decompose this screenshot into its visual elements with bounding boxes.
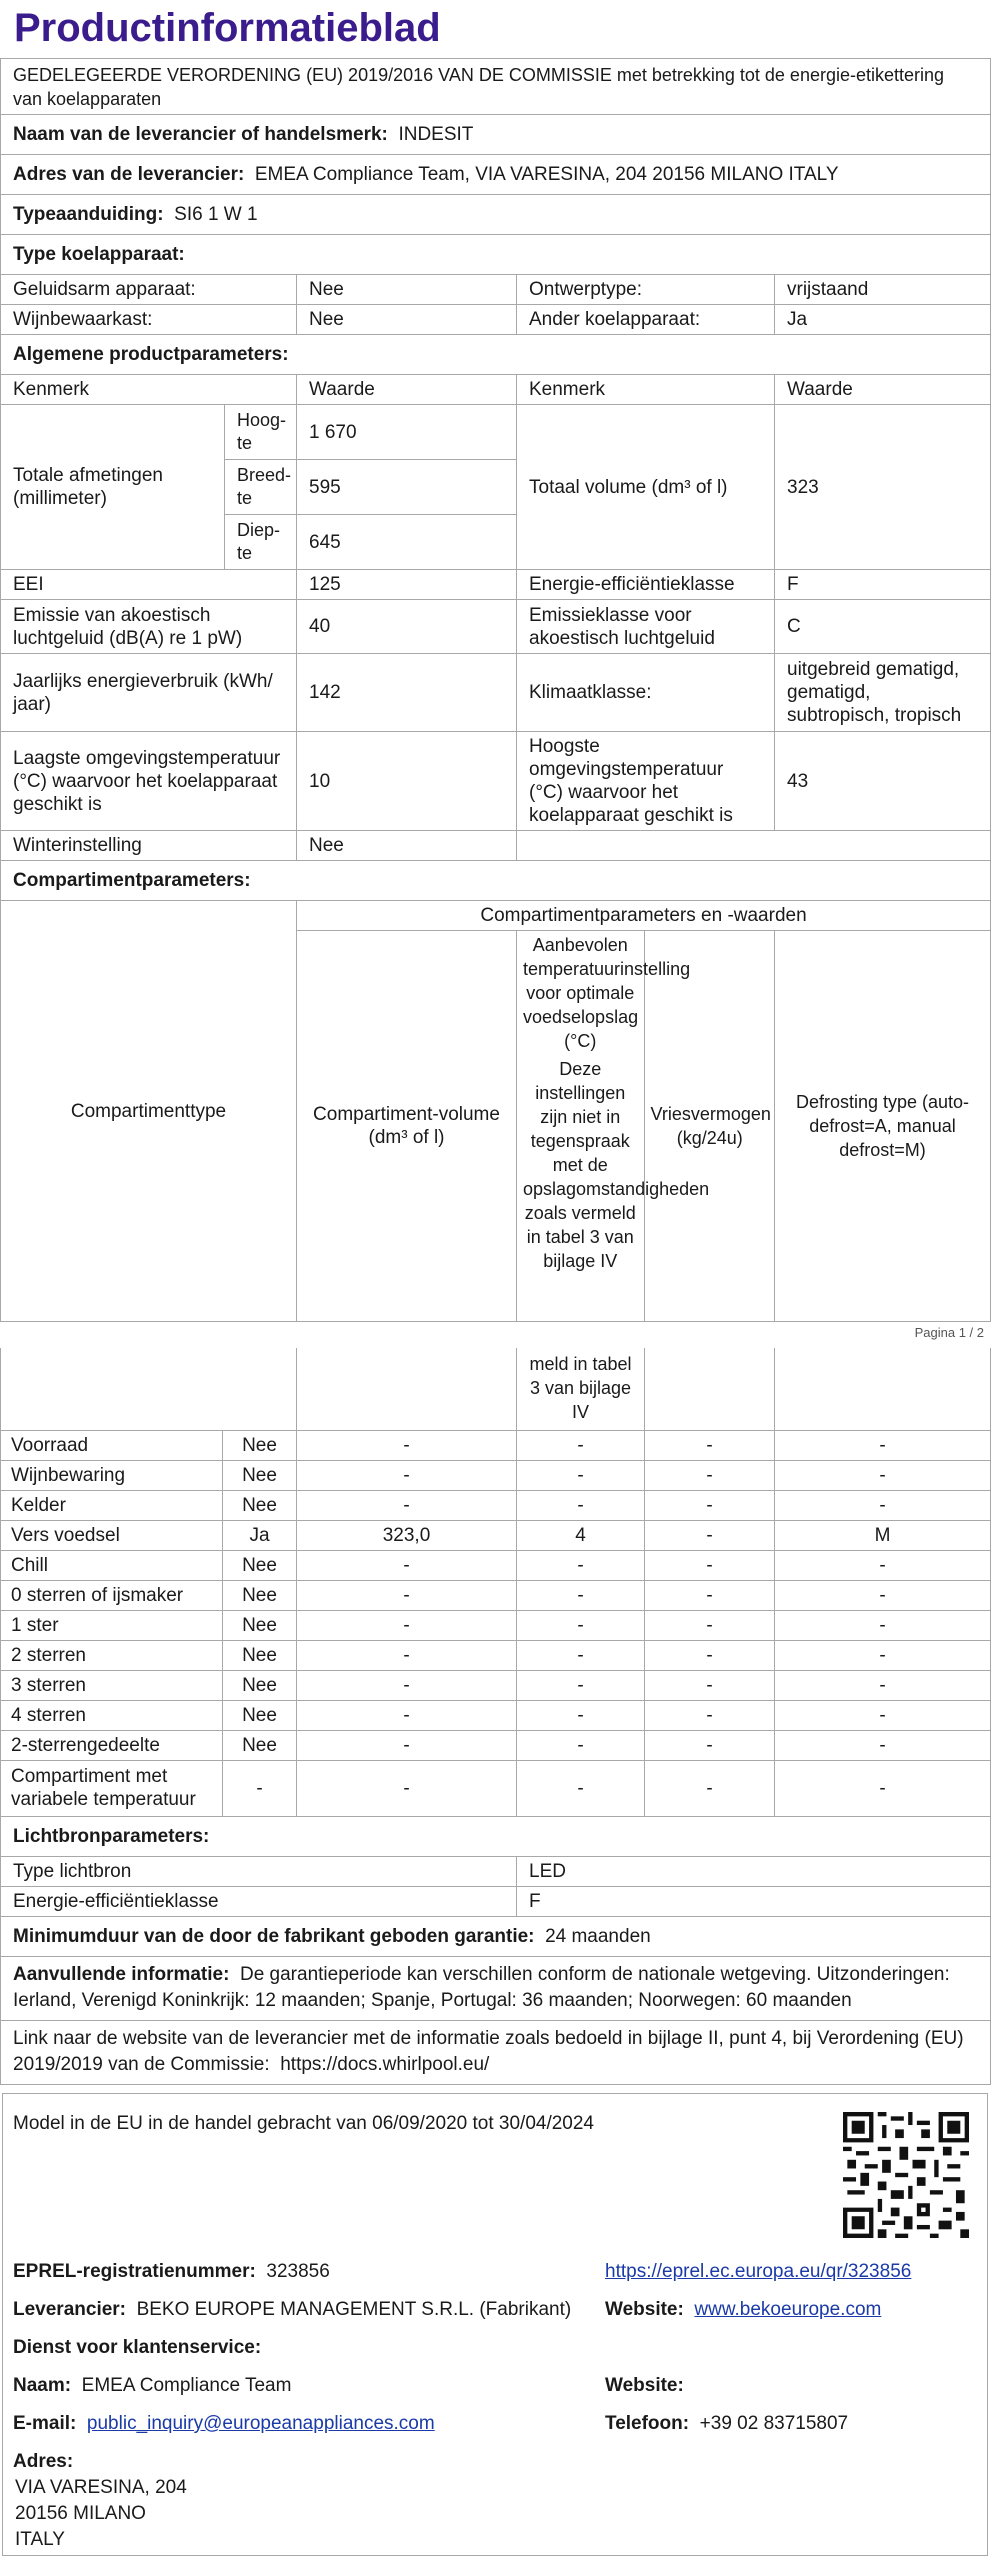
phone-label: Telefoon: xyxy=(605,2413,690,2434)
address-line-1: VIA VARESINA, 204 xyxy=(15,2477,187,2498)
light-type-label: Type lichtbron xyxy=(1,1856,517,1886)
col-waarde-2: Waarde xyxy=(775,375,991,405)
compartment-present: - xyxy=(223,1760,297,1816)
compartment-volume: - xyxy=(297,1640,517,1670)
compartment-row xyxy=(1,1670,991,1700)
website-label: Website: xyxy=(605,2299,684,2320)
compartment-volume-header: Compartiment-volume (dm³ of l) xyxy=(297,931,517,1322)
supplier2-label: Leverancier: xyxy=(13,2299,127,2320)
compartment-defrost: - xyxy=(775,1610,991,1640)
registration-box xyxy=(2,2093,988,2556)
compartment-name: Kelder xyxy=(1,1490,223,1520)
compartment-present: Nee xyxy=(223,1730,297,1760)
compartment-present: Ja xyxy=(223,1520,297,1550)
noise-class-label: Emissieklasse voor akoestisch luchtgeluid xyxy=(517,600,775,654)
address-label: Adres: xyxy=(13,2451,74,2472)
other-appliance-label: Ander koelapparaat: xyxy=(517,305,775,335)
compartment-row xyxy=(1,1580,991,1610)
supplier2-value: BEKO EUROPE MANAGEMENT S.R.L. (Fabrikant) xyxy=(136,2299,572,2320)
general-heading: Algemene productparameters: xyxy=(1,335,991,375)
warranty-label: Minimumduur van de door de fabrikant geboden garantie: xyxy=(13,1925,535,1947)
noise-value: 40 xyxy=(297,600,517,654)
compartment-defrost: - xyxy=(775,1490,991,1520)
compartment-defrost: - xyxy=(775,1430,991,1460)
light-class-value: F xyxy=(517,1886,991,1916)
compartment-volume: - xyxy=(297,1550,517,1580)
compartment-temp: - xyxy=(517,1580,645,1610)
compartment-temp: - xyxy=(517,1430,645,1460)
supplier-name-value: INDESIT xyxy=(398,124,474,145)
compartment-present: Nee xyxy=(223,1670,297,1700)
other-appliance-value: Ja xyxy=(775,305,991,335)
compartment-freeze: - xyxy=(645,1700,775,1730)
compartment-temp: 4 xyxy=(517,1520,645,1550)
supplier-address-value: EMEA Compliance Team, VIA VARESINA, 204 20156 MILANO ITALY xyxy=(254,164,839,185)
temp-note-continued: meld in tabel 3 van bijlage IV xyxy=(517,1348,645,1430)
link-info-text: Link naar de website van de leverancier met de informatie zoals bedoeld in bijlage II, punt 4, bij Verordening (EU) 2019/2019 van de Commissie: xyxy=(13,2028,964,2075)
climate-class-value: uitgebreid gematigd, gematigd, subtropisch, tropisch xyxy=(775,654,991,732)
compartment-defrost: - xyxy=(775,1550,991,1580)
compartment-name: 1 ster xyxy=(1,1610,223,1640)
compartment-row xyxy=(1,1460,991,1490)
light-type-value: LED xyxy=(517,1856,991,1886)
wine-storage-value: Nee xyxy=(297,305,517,335)
compartment-name: Voorraad xyxy=(1,1430,223,1460)
compartment-name: Vers voedsel xyxy=(1,1520,223,1550)
compartment-defrost: - xyxy=(775,1460,991,1490)
compartments-heading: Compartimentparameters: xyxy=(1,861,991,901)
compartment-freeze: - xyxy=(645,1760,775,1816)
compartment-name: Compartiment met variabele temperatuur xyxy=(1,1760,223,1816)
eei-label: EEI xyxy=(1,570,297,600)
qr-code-icon xyxy=(843,2112,969,2238)
compartment-name: 2 sterren xyxy=(1,1640,223,1670)
compartment-defrost: - xyxy=(775,1640,991,1670)
eprel-link[interactable]: https://eprel.ec.europa.eu/qr/323856 xyxy=(605,2261,912,2282)
design-type-value: vrijstaand xyxy=(775,275,991,305)
compartment-row xyxy=(1,1430,991,1460)
compartment-present: Nee xyxy=(223,1700,297,1730)
compartment-freeze: - xyxy=(645,1520,775,1550)
compartment-row xyxy=(1,1520,991,1550)
freeze-header: Vriesvermogen (kg/24u) xyxy=(650,1104,771,1148)
compartment-defrost: - xyxy=(775,1760,991,1816)
compartment-freeze: - xyxy=(645,1550,775,1580)
model-value: SI6 1 W 1 xyxy=(174,204,258,225)
compartment-volume: - xyxy=(297,1760,517,1816)
compartment-present: Nee xyxy=(223,1490,297,1520)
extra-info-label: Aanvullende informatie: xyxy=(13,1964,230,1985)
compartment-freeze: - xyxy=(645,1580,775,1610)
compartment-volume: - xyxy=(297,1700,517,1730)
model-row xyxy=(1,195,991,235)
compartment-rows xyxy=(1,1430,991,1816)
compartment-name: Wijnbewaring xyxy=(1,1460,223,1490)
compartment-defrost: - xyxy=(775,1730,991,1760)
page-title: Productinformatieblad xyxy=(14,6,441,50)
depth-label: Diep-te xyxy=(225,515,297,570)
noise-label: Emissie van akoestisch luchtgeluid (dB(A) re 1 pW) xyxy=(1,600,297,654)
annual-energy-value: 142 xyxy=(297,654,517,732)
compartment-volume: - xyxy=(297,1460,517,1490)
dimensions-label: Totale afmetingen (millimeter) xyxy=(1,405,225,570)
product-info-table xyxy=(0,58,991,1322)
depth-value: 645 xyxy=(297,515,517,570)
col-kenmerk-2: Kenmerk xyxy=(517,375,775,405)
defrost-header: Defrosting type (auto-defrost=A, manual defrost=M) xyxy=(775,931,991,1322)
address-line-2: 20156 MILANO xyxy=(15,2503,146,2524)
contact-name-label: Naam: xyxy=(13,2375,72,2396)
light-class-label: Energie-efficiëntieklasse xyxy=(1,1886,517,1916)
compartment-row xyxy=(1,1610,991,1640)
compartment-defrost: M xyxy=(775,1520,991,1550)
eprel-value: 323856 xyxy=(266,2261,330,2282)
compartment-temp: - xyxy=(517,1460,645,1490)
low-noise-value: Nee xyxy=(297,275,517,305)
light-heading: Lichtbronparameters: xyxy=(1,1816,991,1856)
width-value: 595 xyxy=(297,460,517,515)
warranty-value: 24 maanden xyxy=(545,1925,651,1947)
compartment-name: 4 sterren xyxy=(1,1700,223,1730)
supplier-name-label: Naam van de leverancier of handelsmerk: xyxy=(13,124,388,145)
max-temp-value: 43 xyxy=(775,732,991,831)
phone-value: +39 02 83715807 xyxy=(699,2413,849,2434)
compartment-temp: - xyxy=(517,1640,645,1670)
compartment-row xyxy=(1,1490,991,1520)
temp-note: Deze instellingen zijn niet in tegenspraak met de opslagomstandigheden zoals vermeld in tabel 3 van bijlage IV xyxy=(523,1059,710,1271)
email-link[interactable]: public_inquiry@europeanappliances.com xyxy=(86,2413,435,2434)
energy-class-label: Energie-efficiëntieklasse xyxy=(517,570,775,600)
annual-energy-label: Jaarlijks energieverbruik (kWh/ jaar) xyxy=(1,654,297,732)
compartment-volume: - xyxy=(297,1610,517,1640)
market-period-text: Model in de EU in de handel gebracht van 06/09/2020 tot 30/04/2024 xyxy=(13,2113,594,2134)
compartment-name: 0 sterren of ijsmaker xyxy=(1,1580,223,1610)
height-label: Hoog-te xyxy=(225,405,297,460)
compartment-volume: - xyxy=(297,1580,517,1610)
extra-info-value: De garantieperiode kan verschillen conform de nationale wetgeving. Uitzonderingen: Ierland, Verenigd Koninkrijk: 12 maanden; Spanje, Portugal: 36 maanden; Noorwegen: 60 maanden xyxy=(13,1964,950,2011)
compartment-type-header: Compartimenttype xyxy=(1,901,297,1322)
max-temp-label: Hoogste omgevingstemperatuur (°C) waarvoor het koelapparaat geschikt is xyxy=(517,732,775,831)
design-type-label: Ontwerptype: xyxy=(517,275,775,305)
compartment-temp: - xyxy=(517,1730,645,1760)
compartment-freeze: - xyxy=(645,1610,775,1640)
compartment-freeze: - xyxy=(645,1460,775,1490)
eei-value: 125 xyxy=(297,570,517,600)
compartment-defrost: - xyxy=(775,1700,991,1730)
website-link[interactable]: www.bekoeurope.com xyxy=(694,2299,882,2320)
compartment-row xyxy=(1,1640,991,1670)
volume-value: 323 xyxy=(775,405,991,570)
compartment-volume: - xyxy=(297,1730,517,1760)
compartment-present: Nee xyxy=(223,1550,297,1580)
compartment-temp: - xyxy=(517,1610,645,1640)
link-info-row xyxy=(1,2020,991,2084)
compartment-present: Nee xyxy=(223,1460,297,1490)
address-line-3: ITALY xyxy=(15,2529,65,2550)
col-kenmerk-1: Kenmerk xyxy=(1,375,297,405)
compartment-defrost: - xyxy=(775,1670,991,1700)
supplier-address-label: Adres van de leverancier: xyxy=(13,164,245,185)
eprel-label: EPREL-registratienummer: xyxy=(13,2261,256,2282)
compartment-name: Chill xyxy=(1,1550,223,1580)
compartment-name: 3 sterren xyxy=(1,1670,223,1700)
page-number: Pagina 1 / 2 xyxy=(914,1325,984,1340)
type-heading: Type koelapparaat: xyxy=(1,235,991,275)
warranty-row xyxy=(1,1916,991,1956)
compartment-row xyxy=(1,1760,991,1816)
low-noise-label: Geluidsarm apparaat: xyxy=(1,275,297,305)
compartment-temp: - xyxy=(517,1700,645,1730)
supplier-address-row xyxy=(1,155,991,195)
energy-class-value: F xyxy=(775,570,991,600)
compartment-present: Nee xyxy=(223,1430,297,1460)
compartment-freeze: - xyxy=(645,1730,775,1760)
winter-empty xyxy=(517,831,991,861)
min-temp-value: 10 xyxy=(297,732,517,831)
compartment-freeze: - xyxy=(645,1670,775,1700)
width-label: Breed-te xyxy=(225,460,297,515)
email-label: E-mail: xyxy=(13,2413,77,2434)
compartment-present: Nee xyxy=(223,1580,297,1610)
compartment-freeze: - xyxy=(645,1430,775,1460)
noise-class-value: C xyxy=(775,600,991,654)
supplier-name-row xyxy=(1,115,991,155)
height-value: 1 670 xyxy=(297,405,517,460)
contact-name-value: EMEA Compliance Team xyxy=(81,2375,292,2396)
compartment-volume: - xyxy=(297,1430,517,1460)
compartment-row xyxy=(1,1700,991,1730)
compartment-row xyxy=(1,1730,991,1760)
compartment-defrost: - xyxy=(775,1580,991,1610)
compartment-temp: - xyxy=(517,1550,645,1580)
compartment-name: 2-sterrengedeelte xyxy=(1,1730,223,1760)
compartment-present: Nee xyxy=(223,1610,297,1640)
link-info-url[interactable]: https://docs.whirlpool.eu/ xyxy=(280,2054,490,2075)
min-temp-label: Laagste omgevingstemperatuur (°C) waarvoor het koelapparaat geschikt is xyxy=(1,732,297,831)
compartments-table xyxy=(0,1348,991,2085)
extra-info-row xyxy=(1,1956,991,2020)
model-label: Typeaanduiding: xyxy=(13,204,164,225)
compartment-row xyxy=(1,1550,991,1580)
compartment-freeze: - xyxy=(645,1490,775,1520)
winter-value: Nee xyxy=(297,831,517,861)
compartment-group-header: Compartimentparameters en -waarden xyxy=(297,901,991,931)
compartment-volume: - xyxy=(297,1670,517,1700)
regulation-text: GEDELEGEERDE VERORDENING (EU) 2019/2016 VAN DE COMMISSIE met betrekking tot de energie-etikettering van koelapparaten xyxy=(1,59,991,115)
compartment-volume: 323,0 xyxy=(297,1520,517,1550)
winter-label: Winterinstelling xyxy=(1,831,297,861)
temp-header: Aanbevolen temperatuurinstelling voor optimale voedselopslag (°C) xyxy=(523,935,691,1051)
compartment-freeze: - xyxy=(645,1640,775,1670)
compartment-present: Nee xyxy=(223,1640,297,1670)
service-heading: Dienst voor klantenservice: xyxy=(13,2337,262,2358)
website2-label: Website: xyxy=(605,2375,684,2396)
col-waarde-1: Waarde xyxy=(297,375,517,405)
compartment-temp: - xyxy=(517,1670,645,1700)
wine-storage-label: Wijnbewaarkast: xyxy=(1,305,297,335)
volume-label: Totaal volume (dm³ of l) xyxy=(517,405,775,570)
compartment-temp: - xyxy=(517,1490,645,1520)
compartment-volume: - xyxy=(297,1490,517,1520)
compartment-temp: - xyxy=(517,1760,645,1816)
climate-class-label: Klimaatklasse: xyxy=(517,654,775,732)
